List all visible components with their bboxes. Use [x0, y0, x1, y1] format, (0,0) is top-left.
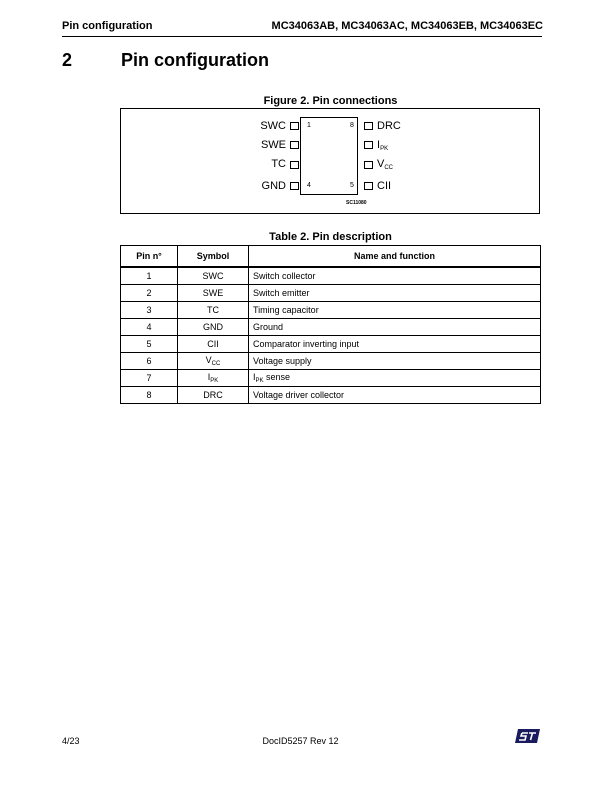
pin-label-left-1: SWC	[260, 120, 286, 132]
pin-lead-left-1	[290, 122, 299, 130]
pin-label-left-4: GND	[261, 180, 286, 192]
table-header-row	[121, 246, 541, 268]
cell-name: Switch emitter	[249, 285, 541, 302]
document-id: DocID5257 Rev 12	[262, 736, 339, 746]
table-row	[121, 387, 541, 404]
section-number: 2	[62, 50, 73, 70]
cell-name: Voltage driver collector	[249, 387, 541, 404]
pin-number-left-4: 4	[307, 182, 311, 189]
pin-lead-left-3	[290, 161, 299, 169]
figure-caption: Figure 2. Pin connections	[263, 95, 398, 107]
pin-label-right-8: DRC	[377, 120, 401, 132]
figure-code: SC11080	[346, 200, 367, 206]
cell-pin: 7	[121, 370, 178, 387]
cell-name: $I_{PK}$ sense	[249, 370, 541, 387]
cell-pin: 8	[121, 387, 178, 404]
header-part-numbers: MC34063AB, MC34063AC, MC34063EB, MC34063EC	[271, 20, 543, 32]
cell-symbol: SWE	[178, 285, 249, 302]
pin-label-right-6: $V_{CC}$	[377, 158, 394, 171]
pin-lead-left-4	[290, 182, 299, 190]
cell-symbol: CII	[178, 336, 249, 353]
page-number: 4/23	[62, 736, 80, 746]
pin-lead-left-2	[290, 141, 299, 149]
cell-name: Ground	[249, 319, 541, 336]
cell-pin: 2	[121, 285, 178, 302]
header-section-title: Pin configuration	[62, 20, 153, 32]
pin-label-left-3: TC	[271, 158, 286, 170]
cell-symbol: $I_{PK}$	[178, 370, 249, 387]
pin-description-table	[120, 245, 541, 404]
pin-label-right-5: CII	[377, 180, 392, 192]
table-row	[121, 267, 541, 285]
cell-pin: 3	[121, 302, 178, 319]
table-row	[121, 370, 541, 387]
table-caption: Table 2. Pin description	[269, 231, 392, 243]
pin-label-left-2: SWE	[260, 139, 286, 151]
st-logo-icon	[515, 728, 541, 744]
pin-number-left-1: 1	[307, 122, 311, 129]
table-row	[121, 319, 541, 336]
header-symbol: Symbol	[178, 246, 249, 268]
header-rule	[62, 36, 542, 37]
header-name-function: Name and function	[249, 246, 541, 268]
pin-lead-right-6	[364, 161, 373, 169]
cell-pin: 5	[121, 336, 178, 353]
header-pin-number: Pin n°	[121, 246, 178, 268]
pin-lead-right-5	[364, 182, 373, 190]
pin-lead-right-8	[364, 122, 373, 130]
cell-symbol: GND	[178, 319, 249, 336]
pin-label-right-7: $I_{PK}$	[377, 139, 389, 152]
table-row	[121, 336, 541, 353]
cell-pin: 1	[121, 267, 178, 285]
cell-pin: 4	[121, 319, 178, 336]
pin-number-right-5: 5	[350, 182, 354, 189]
cell-name: Switch collector	[249, 267, 541, 285]
cell-name: Timing capacitor	[249, 302, 541, 319]
cell-symbol: DRC	[178, 387, 249, 404]
pin-lead-right-7	[364, 141, 373, 149]
pin-number-right-8: 8	[350, 122, 354, 129]
cell-symbol: $V_{CC}$	[178, 353, 249, 370]
cell-name: Voltage supply	[249, 353, 541, 370]
cell-pin: 6	[121, 353, 178, 370]
cell-symbol: SWC	[178, 267, 249, 285]
table-row	[121, 353, 541, 370]
section-title: Pin configuration	[121, 50, 269, 70]
cell-name: Comparator inverting input	[249, 336, 541, 353]
table-row	[121, 302, 541, 319]
table-row	[121, 285, 541, 302]
cell-symbol: TC	[178, 302, 249, 319]
